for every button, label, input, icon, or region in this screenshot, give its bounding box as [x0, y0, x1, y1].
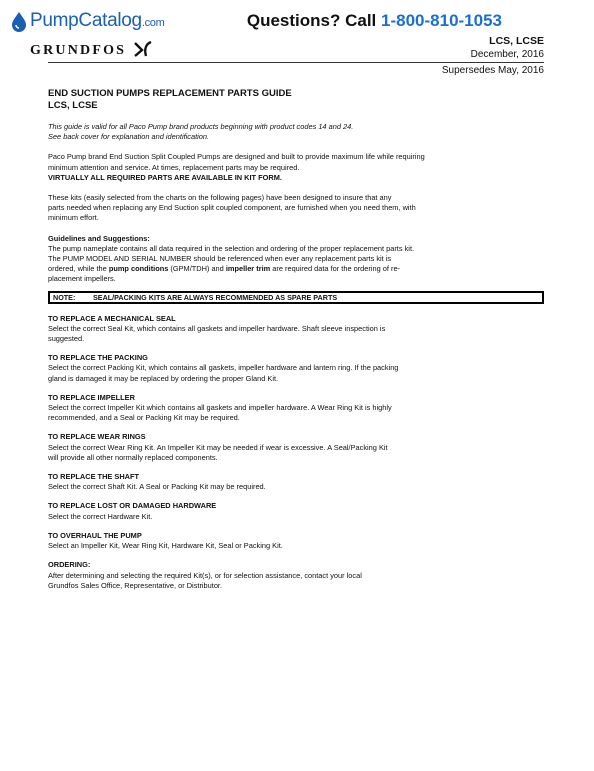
section-heading: TO REPLACE LOST OR DAMAGED HARDWARE	[48, 501, 217, 511]
grundfos-x-icon	[133, 41, 153, 57]
supersedes-date: Supersedes May, 2016	[441, 65, 544, 76]
kits-paragraph	[48, 193, 544, 224]
pumpcatalog-logo[interactable]	[10, 8, 165, 58]
logo-wordmark: PumpCatalog.com	[30, 10, 165, 31]
section-line: recommended, and a Seal or Packing Kit may be required.	[48, 413, 240, 423]
grundfos-logo	[30, 41, 153, 59]
section-impeller	[48, 393, 544, 424]
section-line: Grundfos Sales Office, Representative, or Distributor.	[48, 580, 223, 590]
section-mechanical-seal	[48, 314, 544, 345]
section-overhaul	[48, 531, 544, 551]
document-title: END SUCTION PUMPS REPLACEMENT PARTS GUIDE	[48, 88, 292, 99]
note-label: NOTE:	[53, 292, 76, 302]
header-divider	[48, 62, 544, 63]
section-line: Select the correct Impeller Kit which contains all gaskets and impeller hardware. A Wear Ring Kit is highly	[48, 403, 392, 413]
document-subtitle: LCS, LCSE	[48, 100, 98, 111]
text-run-bold: pump conditions	[108, 264, 169, 274]
section-line: Select the correct Wear Ring Kit. An Impeller Kit may be needed if wear is excessive. A Seal/Packing Kit	[48, 442, 388, 452]
section-line: Select the correct Seal Kit, which contains all gaskets and impeller hardware. Shaft sleeve inspection is	[48, 323, 386, 333]
section-line: gland is damaged it may be replaced by ordering the proper Gland Kit.	[48, 373, 279, 383]
kit-form-notice: VIRTUALLY ALL REQUIRED PARTS ARE AVAILABLE IN KIT FORM.	[48, 172, 282, 182]
cta-text: Questions? Call	[246, 11, 382, 30]
section-shaft	[48, 472, 544, 492]
brand-name: GRUNDFOS	[30, 43, 127, 58]
intro-paragraph	[48, 122, 544, 142]
paragraph-line: The pump nameplate contains all data required in the selection and ordering of the proper replacement parts kit.	[48, 243, 415, 253]
section-line: Select the correct Shaft Kit. A Seal or Packing Kit may be required.	[48, 482, 266, 492]
section-line: will provide all other normally replaced components.	[48, 452, 218, 462]
water-drop-icon	[10, 11, 28, 33]
section-line: After determining and selecting the required Kit(s), or for selection assistance, contact your local	[48, 570, 362, 580]
model-code: LCS, LCSE	[489, 35, 544, 47]
section-heading: TO REPLACE THE PACKING	[48, 353, 148, 363]
section-heading: TO REPLACE A MECHANICAL SEAL	[48, 313, 176, 323]
call-to-action	[247, 11, 502, 31]
guidelines-section	[48, 234, 544, 285]
section-ordering	[48, 560, 544, 591]
issue-date: December, 2016	[470, 49, 544, 60]
paragraph-line: minimum effort.	[48, 213, 99, 223]
section-line: Select the correct Hardware Kit.	[48, 511, 153, 521]
section-hardware	[48, 501, 544, 521]
guidelines-heading: Guidelines and Suggestions:	[48, 233, 150, 243]
paragraph-line: minimum attention and service. At times, replacement parts may be required.	[48, 162, 300, 172]
section-packing	[48, 353, 544, 384]
section-heading: ORDERING:	[48, 560, 91, 570]
section-line: suggested.	[48, 334, 85, 344]
text-run: are required data for the ordering of re-	[270, 264, 401, 274]
section-heading: TO REPLACE THE SHAFT	[48, 472, 140, 482]
paragraph-line: The PUMP MODEL AND SERIAL NUMBER should be referenced when ever any replacement parts kit is	[48, 254, 392, 264]
paragraph-line	[48, 264, 544, 274]
section-wear-rings	[48, 432, 544, 463]
paragraph-line: Paco Pump brand End Suction Split Coupled Pumps are designed and built to provide maximum life while requiring	[48, 152, 425, 162]
intro-line: See back cover for explanation and identification.	[48, 132, 210, 142]
note-box	[48, 291, 544, 304]
text-run: ordered, while the	[48, 264, 109, 274]
text-run: (GPM/TDH) and	[168, 264, 226, 274]
description-paragraph	[48, 152, 544, 183]
section-heading: TO OVERHAUL THE PUMP	[48, 530, 142, 540]
text-run-bold: impeller trim	[225, 264, 271, 274]
note-text: SEAL/PACKING KITS ARE ALWAYS RECOMMENDED AS SPARE PARTS	[93, 292, 338, 302]
paragraph-line: parts needed when replacing any End Suction split coupled component, are furnished when you need them, with	[48, 203, 416, 213]
document-body	[48, 88, 544, 591]
intro-line: This guide is valid for all Paco Pump brand products beginning with product codes 14 and 24.	[48, 122, 354, 131]
section-line: Select the correct Packing Kit, which contains all gaskets, impeller hardware and lantern ring. If the packing	[48, 363, 399, 373]
paragraph-line: These kits (easily selected from the charts on the following pages) have been designed to insure that any	[48, 193, 392, 203]
phone-link[interactable]: 1-800-810-1053	[381, 11, 502, 30]
section-heading: TO REPLACE IMPELLER	[48, 392, 135, 402]
paragraph-line: placement impellers.	[48, 274, 116, 284]
section-line: Select an Impeller Kit, Wear Ring Kit, Hardware Kit, Seal or Packing Kit.	[48, 541, 283, 551]
section-heading: TO REPLACE WEAR RINGS	[48, 432, 146, 442]
